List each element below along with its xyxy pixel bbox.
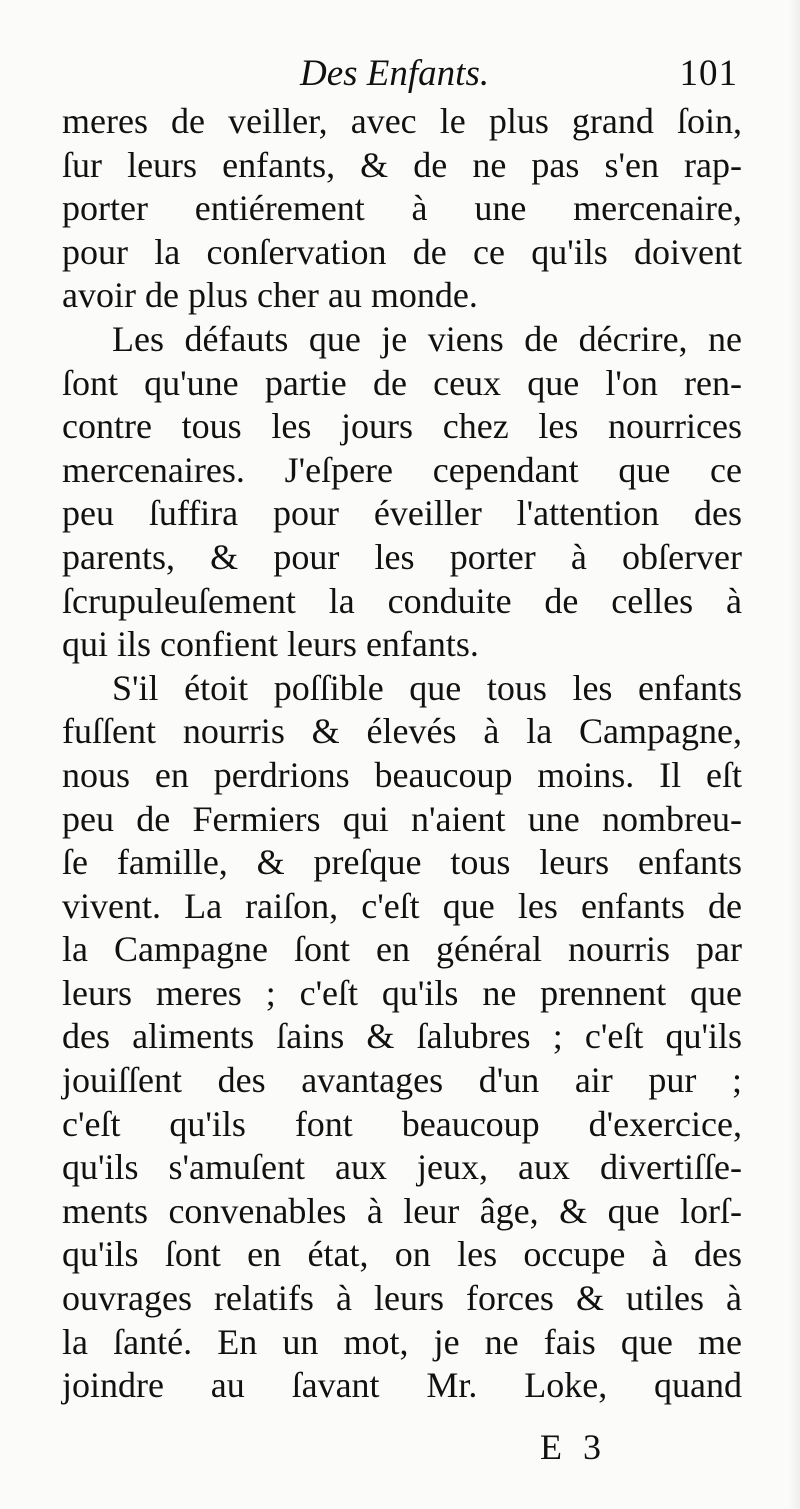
text-line: avoir de plus cher au monde. [62,275,478,316]
text-line: ouvrages relatifs à leurs forces & utiles à [62,1278,742,1319]
text-line: c'eſt qu'ils font beaucoup d'exercice, [62,1103,742,1144]
text-line: qu'ils s'amuſent aux jeux, aux divertiſſe- [62,1147,742,1188]
text-line: ſe famille, & preſque tous leurs enfants [62,842,742,883]
text-line: ſcrupuleuſement la conduite de celles à [62,580,742,621]
text-line: la ſanté. En un mot, je ne fais que me [62,1321,742,1362]
text-line: qui ils confient leurs enfants. [62,624,479,665]
text-line: peu ſuffira pour éveiller l'attention des [62,493,742,534]
text-line: pour la conſervation de ce qu'ils doivent [62,231,742,272]
body-text [62,100,742,1408]
text-line: qu'ils ſont en état, on les occupe à des [62,1234,742,1275]
text-line: porter entiérement à une mercenaire, [62,188,742,229]
page-number: 101 [679,53,738,94]
text-line: ſont qu'une partie de ceux que l'on ren- [62,362,742,403]
text-line: jouiſſent des avantages d'un air pur ; [62,1060,742,1101]
page-edge-shadow [788,0,800,1509]
text-line: parents, & pour les porter à obſerver [62,536,742,577]
text-line: mercenaires. J'eſpere cependant que ce [62,449,742,490]
text-line: ments convenables à leur âge, & que lorſ- [62,1190,742,1231]
text-line: vivent. La raiſon, c'eſt que les enfants de [62,885,742,926]
text-line: ſur leurs enfants, & de ne pas s'en rap- [62,144,742,185]
text-line: des aliments ſains & ſalubres ; c'eſt qu'ils [62,1016,742,1057]
paragraph-start-line: Les défauts que je viens de décrire, ne [112,318,742,359]
text-line: joindre au ſavant Mr. Loke, quand [62,1365,742,1406]
paragraph-start-line: S'il étoit poſſible que tous les enfants [112,667,742,708]
text-line: la Campagne ſont en général nourris par [62,929,742,970]
text-line: leurs meres ; c'eſt qu'ils ne prennent que [62,972,742,1013]
signature-mark: E 3 [540,1427,607,1467]
text-line: fuſſent nourris & élevés à la Campagne, [62,711,742,752]
text-line: contre tous les jours chez les nourrices [62,406,742,447]
text-line: nous en perdrions beaucoup moins. Il eſt [62,754,742,795]
text-line: peu de Fermiers qui n'aient une nombreu- [62,798,742,839]
running-title: Des Enfants. [300,53,490,94]
text-line: meres de veiller, avec le plus grand ſoin, [62,101,742,141]
page-header [0,52,800,102]
